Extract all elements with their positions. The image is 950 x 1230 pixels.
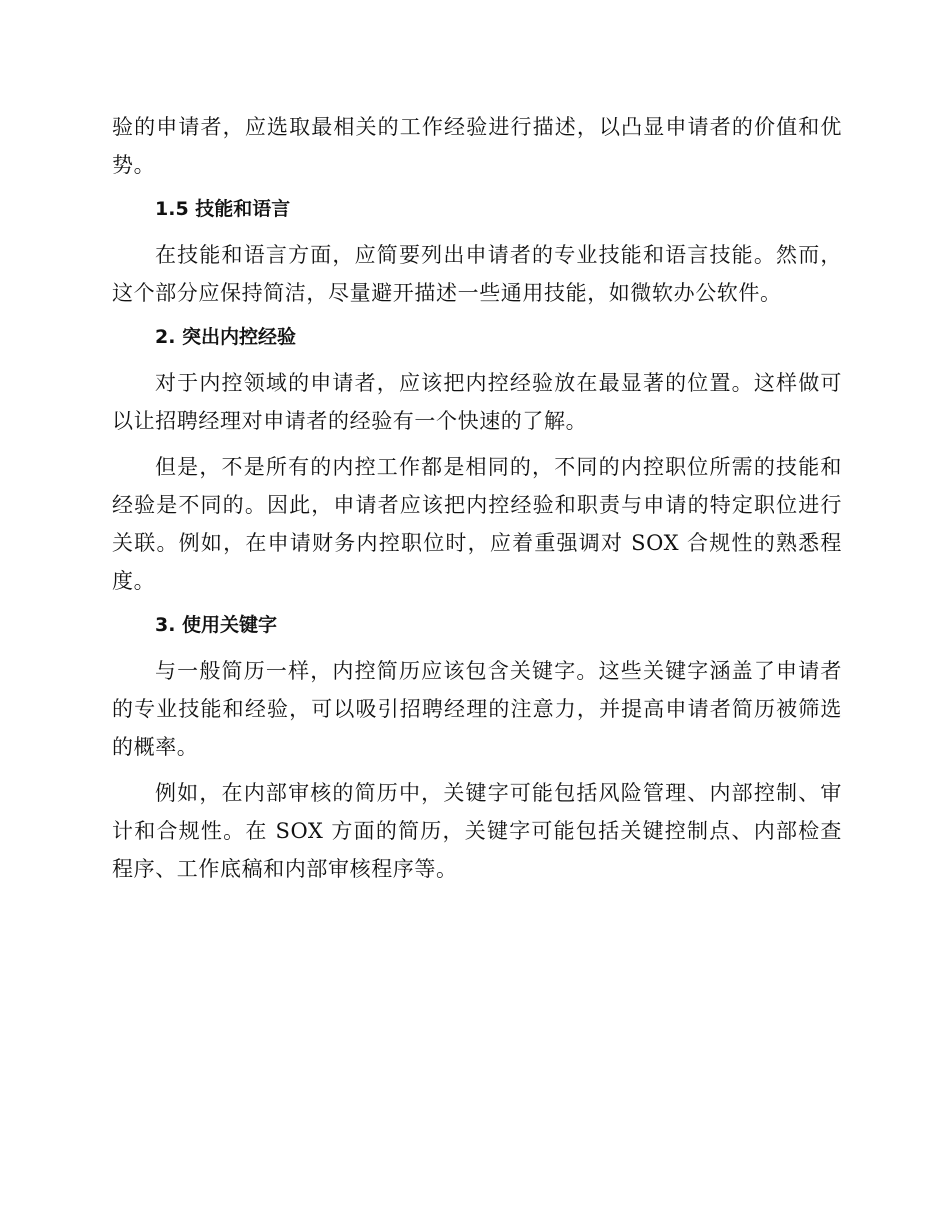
paragraph-skills-language: 在技能和语言方面，应简要列出申请者的专业技能和语言技能。然而，这个部分应保持简洁，尽量避开描述一些通用技能，如微软办公软件。: [112, 243, 842, 305]
section-heading-keywords: 3. 使用关键字: [155, 614, 278, 636]
paragraph-highlight-experience: 对于内控领域的申请者，应该把内控经验放在最显著的位置。这样做可以让招聘经理对申请者的经验有一个快速的了解。: [112, 371, 842, 433]
document-page: [112, 108, 842, 896]
paragraph-keywords-example: 例如，在内部审核的简历中，关键字可能包括风险管理、内部控制、审计和合规性。在 SOX 方面的简历，关键字可能包括关键控制点、内部检查程序、工作底稿和内部审核程序等。: [112, 781, 842, 881]
paragraph-experience-relevance: 但是，不是所有的内控工作都是相同的，不同的内控职位所需的技能和经验是不同的。因此，申请者应该把内控经验和职责与申请的特定职位进行关联。例如，在申请财务内控职位时，应着重强调对 SOX 合规性的熟悉程度。: [112, 455, 842, 593]
section-heading-highlight-experience: 2. 突出内控经验: [155, 326, 297, 348]
paragraph-continued: 验的申请者，应选取最相关的工作经验进行描述，以凸显申请者的价值和优势。: [112, 115, 842, 177]
section-heading-skills-language: 1.5 技能和语言: [155, 198, 291, 220]
paragraph-keywords: 与一般简历一样，内控简历应该包含关键字。这些关键字涵盖了申请者的专业技能和经验，可以吸引招聘经理的注意力，并提高申请者简历被筛选的概率。: [112, 659, 842, 759]
